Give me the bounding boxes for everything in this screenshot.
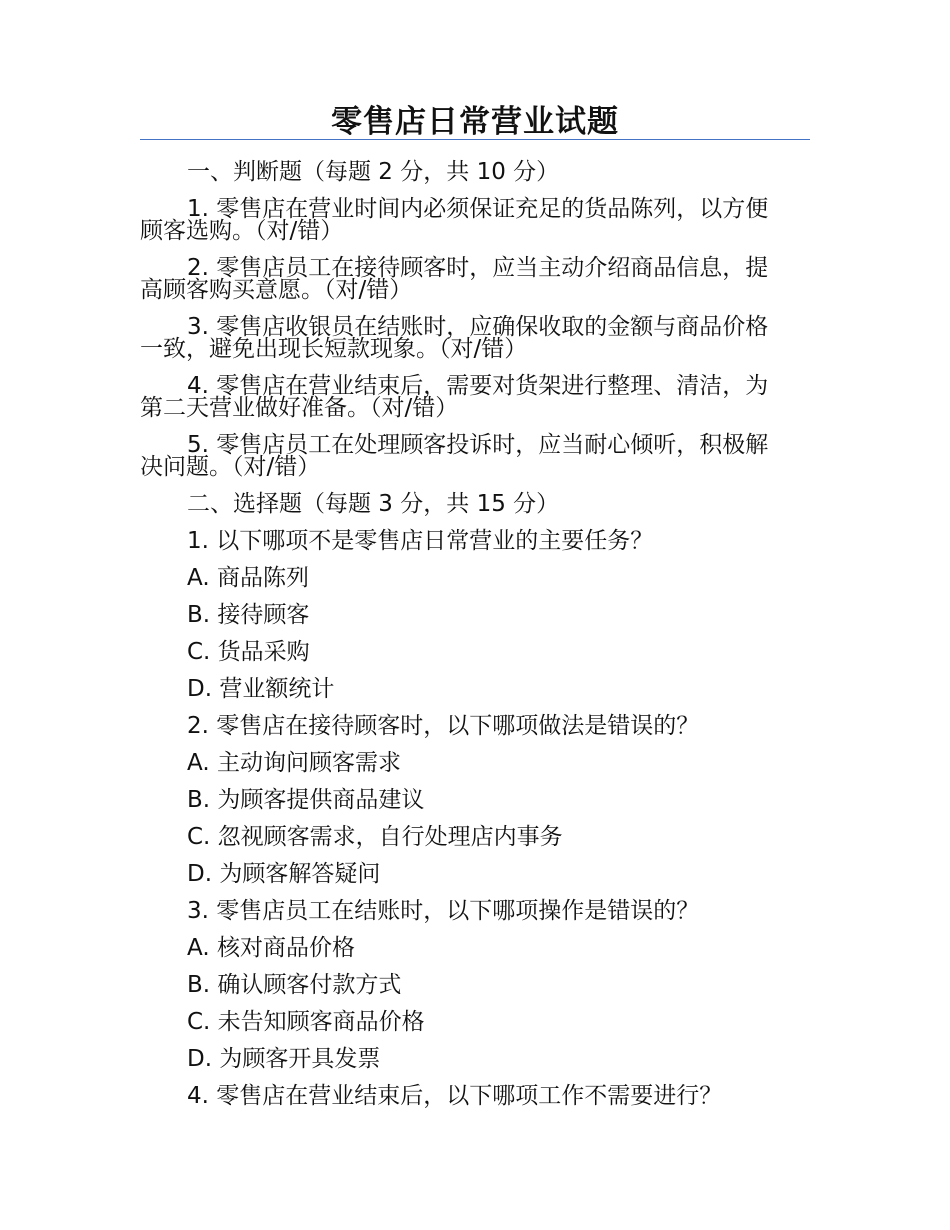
title-underline xyxy=(140,139,810,140)
judgment-item xyxy=(140,309,810,368)
judgment-item-line: 决问题。（对/错） xyxy=(140,454,321,480)
choice-option: B. 为顾客提供商品建议 xyxy=(187,787,425,813)
judgment-item-line: 2. 零售店员工在接待顾客时，应当主动介绍商品信息，提 xyxy=(187,255,769,281)
judgment-item-line: 一致，避免出现长短款现象。（对/错） xyxy=(140,336,528,362)
judgment-item-line: 3. 零售店收银员在结账时，应确保收取的金额与商品价格 xyxy=(187,314,769,340)
judgment-item-line: 顾客选购。（对/错） xyxy=(140,218,344,244)
document-title: 零售店日常营业试题 xyxy=(331,104,619,140)
judgment-item xyxy=(140,427,810,486)
choice-option: C. 忽视顾客需求，自行处理店内事务 xyxy=(187,824,563,850)
choice-question: 4. 零售店在营业结束后，以下哪项工作不需要进行？ xyxy=(187,1083,723,1109)
choice-option: D. 为顾客解答疑问 xyxy=(187,861,381,887)
choice-option: C. 货品采购 xyxy=(187,639,310,665)
choice-option: A. 主动询问顾客需求 xyxy=(187,750,401,776)
choice-option: A. 商品陈列 xyxy=(187,565,309,591)
judgment-item-line: 4. 零售店在营业结束后，需要对货架进行整理、清洁，为 xyxy=(187,373,769,399)
document-body xyxy=(140,154,810,1115)
judgment-item-line: 5. 零售店员工在处理顾客投诉时，应当耐心倾听，积极解 xyxy=(187,432,769,458)
section-heading-choice: 二、选择题（每题 3 分，共 15 分） xyxy=(187,491,560,517)
section-heading-judgment: 一、判断题（每题 2 分，共 10 分） xyxy=(187,159,560,185)
choice-option: C. 未告知顾客商品价格 xyxy=(187,1009,425,1035)
choice-option: A. 核对商品价格 xyxy=(187,935,355,961)
judgment-item xyxy=(140,368,810,427)
choice-question: 2. 零售店在接待顾客时，以下哪项做法是错误的？ xyxy=(187,713,700,739)
choice-option: B. 接待顾客 xyxy=(187,602,310,628)
judgment-item-line: 第二天营业做好准备。（对/错） xyxy=(140,395,459,421)
choice-option: B. 确认顾客付款方式 xyxy=(187,972,402,998)
judgment-item-line: 高顾客购买意愿。（对/错） xyxy=(140,277,413,303)
choice-option: D. 营业额统计 xyxy=(187,676,335,702)
choice-option: D. 为顾客开具发票 xyxy=(187,1046,381,1072)
judgment-item-line: 1. 零售店在营业时间内必须保证充足的货品陈列，以方便 xyxy=(187,196,769,222)
judgment-item xyxy=(140,250,810,309)
choice-question: 3. 零售店员工在结账时，以下哪项操作是错误的？ xyxy=(187,898,700,924)
choice-question: 1. 以下哪项不是零售店日常营业的主要任务？ xyxy=(187,528,654,554)
judgment-item xyxy=(140,191,810,250)
